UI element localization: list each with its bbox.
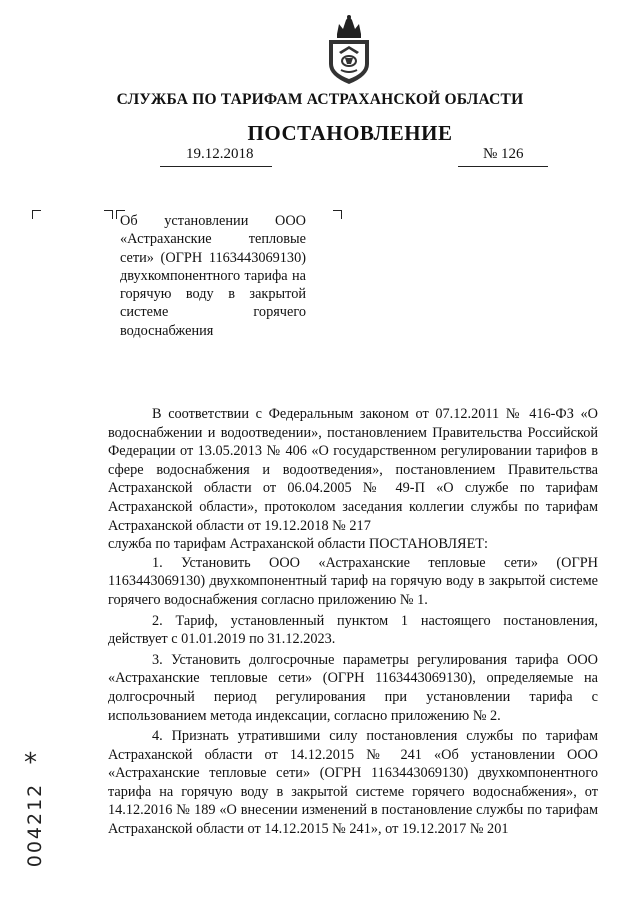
corner-bracket xyxy=(104,210,113,219)
document-number: № 126 xyxy=(483,146,524,162)
date-underline xyxy=(160,166,272,167)
item-paragraph: 3. Установить долгосрочные параметры регулирования тарифа ООО «Астраханские тепловые сети» (ОГРН 1163443069130), определяемые на долгосрочный период регулирования при установлении тарифа с использованием метода индексации, согласно приложению № 2. xyxy=(108,651,598,724)
serial-stamp xyxy=(20,775,50,875)
document-body xyxy=(108,405,598,839)
item-paragraph: 4. Признать утратившими силу постановления службы по тарифам Астраханской области от 14.12.2015 № 241 «Об установлении ООО «Астраханские тепловые сети» (ОГРН 1163443069130) двухкомпонентного тарифа на горячую воду в закрытой системе горячего водоснабжения», от 14.12.2016 № 189 «О внесении изменений в постановление службы по тарифам Астраханской области от 14.12.2015 № 241», от 19.12.2017 № 201 xyxy=(108,728,598,838)
corner-bracket xyxy=(333,210,342,219)
document-date: 19.12.2018 xyxy=(186,146,254,162)
resolution-line: служба по тарифам Астраханской области ПОСТАНОВЛЯЕТ: xyxy=(108,536,489,553)
document-type-title: ПОСТАНОВЛЕНИЕ xyxy=(247,121,453,145)
corner-bracket xyxy=(32,210,41,219)
number-underline xyxy=(458,166,548,167)
coat-of-arms-icon xyxy=(323,14,375,86)
organization-name: СЛУЖБА ПО ТАРИФАМ АСТРАХАНСКОЙ ОБЛАСТИ xyxy=(116,91,524,108)
serial-number: 004212 xyxy=(24,782,46,868)
document-subject: Об установлении ООО «Астраханские тепловые сети» (ОГРН 1163443069130) двухкомпонентного тарифа на горячую воду в закрытой системе горячего водоснабжения xyxy=(120,213,306,339)
asterisk-mark: * xyxy=(24,748,37,778)
preamble-paragraph: В соответствии с Федеральным законом от 07.12.2011 № 416-ФЗ «О водоснабжении и водоотведении», постановлением Правительства Российской Федерации от 13.05.2013 № 406 «О государственном регулировании тарифов в сфере водоснабжения и водоотведения», постановлением Правительства Астраханской области от 06.04.2005 № 49-П «О службе по тарифам Астраханской области», протоколом заседания коллегии службы по тарифам Астраханской области от 19.12.2018 № 217 xyxy=(108,406,598,534)
item-paragraph: 1. Установить ООО «Астраханские тепловые сети» (ОГРН 1163443069130) двухкомпонентный тариф на горячую воду в закрытой системе горячего водоснабжения согласно приложению № 1. xyxy=(108,554,598,608)
item-paragraph: 2. Тариф, установленный пунктом 1 настоящего постановления, действует с 01.01.2019 по 31.12.2023. xyxy=(108,612,598,648)
